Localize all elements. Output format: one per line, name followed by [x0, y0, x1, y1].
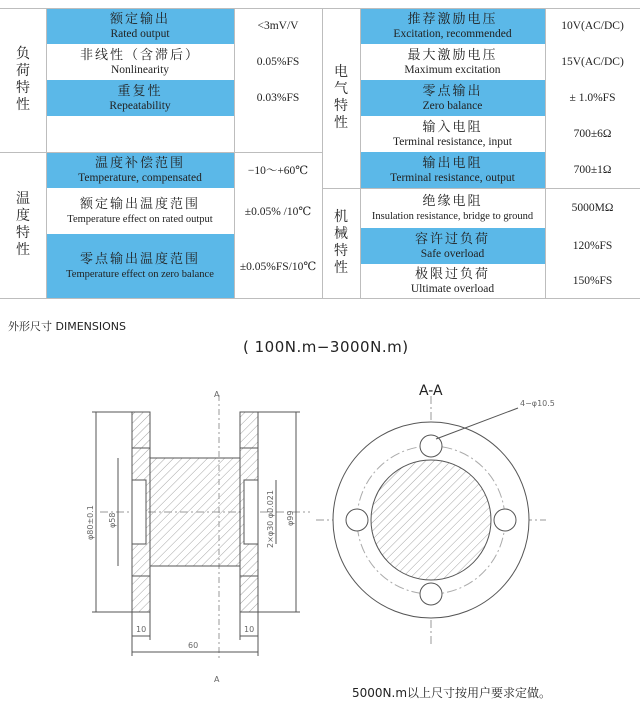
param-en: Nonlinearity [110, 63, 170, 76]
param-value: ±0.05%FS/10℃ [239, 261, 317, 273]
param-value: ±0.05% /10℃ [244, 206, 312, 218]
right-row-1-param [360, 44, 545, 80]
param-zh: 重复性 [117, 83, 163, 99]
param-zh: 零点输出 [422, 83, 483, 99]
dim-d99: φ99 [286, 510, 295, 526]
left-row-5-param [46, 188, 234, 234]
divider [322, 8, 323, 298]
param-en: Maximum excitation [404, 63, 501, 76]
param-zh: 容许过负荷 [414, 231, 490, 247]
right-row-7-value [545, 264, 640, 298]
group-load-label: 负荷特性 [16, 46, 30, 113]
param-en: Excitation, recommended [393, 27, 512, 40]
dim-length: 60 [188, 641, 199, 650]
divider [0, 8, 640, 9]
left-row-1-param [46, 44, 234, 80]
right-row-0-value [545, 8, 640, 44]
dim-flange-right: 10 [244, 625, 255, 634]
param-zh: 极限过负荷 [414, 266, 490, 282]
param-en: Ultimate overload [410, 282, 495, 295]
group-elec-label: 电气特性 [334, 64, 348, 131]
param-en: Terminal resistance, output [390, 171, 515, 184]
left-row-3-value [234, 116, 322, 152]
right-row-2-value [545, 80, 640, 116]
divider [0, 152, 322, 153]
section-view [316, 396, 546, 644]
right-row-3-value [545, 116, 640, 152]
param-value: <3mV/V [257, 20, 299, 32]
param-value: 700±1Ω [573, 164, 612, 176]
param-zh: 温度补偿范围 [94, 155, 185, 171]
divider [234, 8, 235, 298]
param-zh: 零点输出温度范围 [79, 251, 200, 267]
left-row-3-param [46, 116, 234, 152]
param-en: Safe overload [420, 247, 485, 260]
param-value: 15V(AC/DC) [561, 56, 624, 68]
param-value: 10V(AC/DC) [561, 20, 624, 32]
divider [545, 8, 546, 298]
param-zh: 推荐激励电压 [407, 11, 498, 27]
left-row-4-param [46, 152, 234, 188]
right-row-0-param [360, 8, 545, 44]
left-row-6-param [46, 234, 234, 298]
param-en: Temperature effect on zero balance [66, 268, 214, 280]
divider [0, 298, 640, 299]
right-row-6-param [360, 228, 545, 264]
divider [322, 188, 640, 189]
divider [46, 8, 47, 298]
right-row-3-param [360, 116, 545, 152]
param-zh: 最大激励电压 [407, 47, 498, 63]
param-en: Temperature effect on rated output [67, 213, 213, 225]
dimension-drawing [0, 360, 640, 685]
right-row-6-value [545, 228, 640, 264]
param-value: 700±6Ω [573, 128, 612, 140]
group-mech [322, 188, 360, 298]
group-mech-label: 机械特性 [334, 209, 348, 276]
right-row-2-param [360, 80, 545, 116]
param-zh: 输出电阻 [422, 155, 483, 171]
param-en: Insulation resistance, bridge to ground [371, 210, 534, 222]
right-row-1-value [545, 44, 640, 80]
param-value: 5000MΩ [571, 202, 614, 214]
dim-d58: φ58 [108, 512, 117, 528]
cut-label-top: A [214, 390, 220, 399]
dim-thread: 2×φ30 φ0.021 [266, 490, 275, 548]
custom-size-note: 5000N.m以上尺寸按用户要求定做。 [352, 686, 552, 700]
param-value: 0.03%FS [256, 92, 300, 104]
divider [360, 8, 361, 298]
param-value: 150%FS [572, 275, 613, 287]
left-row-2-param [46, 80, 234, 116]
capacity-range: ( 100N.m−3000N.m) [243, 338, 409, 356]
param-en: Temperature, compensated [78, 171, 202, 184]
param-value: −10～+60℃ [247, 165, 309, 177]
dim-d80: φ80±0.1 [86, 505, 95, 540]
param-value: 120%FS [572, 240, 613, 252]
right-row-5-param [360, 188, 545, 228]
side-view [92, 395, 310, 660]
param-value: 0.05%FS [256, 56, 300, 68]
left-row-0-value [234, 8, 322, 44]
dim-flange-left: 10 [136, 625, 147, 634]
group-temp-label: 温度特性 [16, 191, 30, 258]
param-en: Rated output [110, 27, 170, 40]
dimensions-title: 外形尺寸 DIMENSIONS [8, 320, 126, 333]
param-value: ± 1.0%FS [569, 92, 616, 104]
param-zh: 输入电阻 [422, 119, 483, 135]
cut-label-bottom: A [214, 675, 220, 684]
group-elec [322, 8, 360, 188]
right-row-7-param [360, 264, 545, 298]
left-row-4-value [234, 152, 322, 188]
param-en: Zero balance [422, 99, 483, 112]
param-zh: 绝缘电阻 [422, 193, 483, 209]
left-row-1-value [234, 44, 322, 80]
param-zh: 非线性（含滞后） [79, 47, 200, 63]
right-row-4-param [360, 152, 545, 188]
param-en: Repeatability [109, 99, 171, 112]
left-row-2-value [234, 80, 322, 116]
group-temp [0, 152, 46, 298]
spec-table [0, 0, 640, 300]
group-load [0, 8, 46, 152]
section-label: A-A [419, 383, 443, 399]
param-zh: 额定输出 [109, 11, 170, 27]
left-row-6-value [234, 234, 322, 298]
right-row-5-value [545, 188, 640, 228]
param-en: Terminal resistance, input [393, 135, 512, 148]
left-row-5-value [234, 188, 322, 234]
dim-holes: 4−φ10.5 [520, 399, 555, 408]
left-row-0-param [46, 8, 234, 44]
right-row-4-value [545, 152, 640, 188]
param-zh: 额定输出温度范围 [79, 196, 200, 212]
